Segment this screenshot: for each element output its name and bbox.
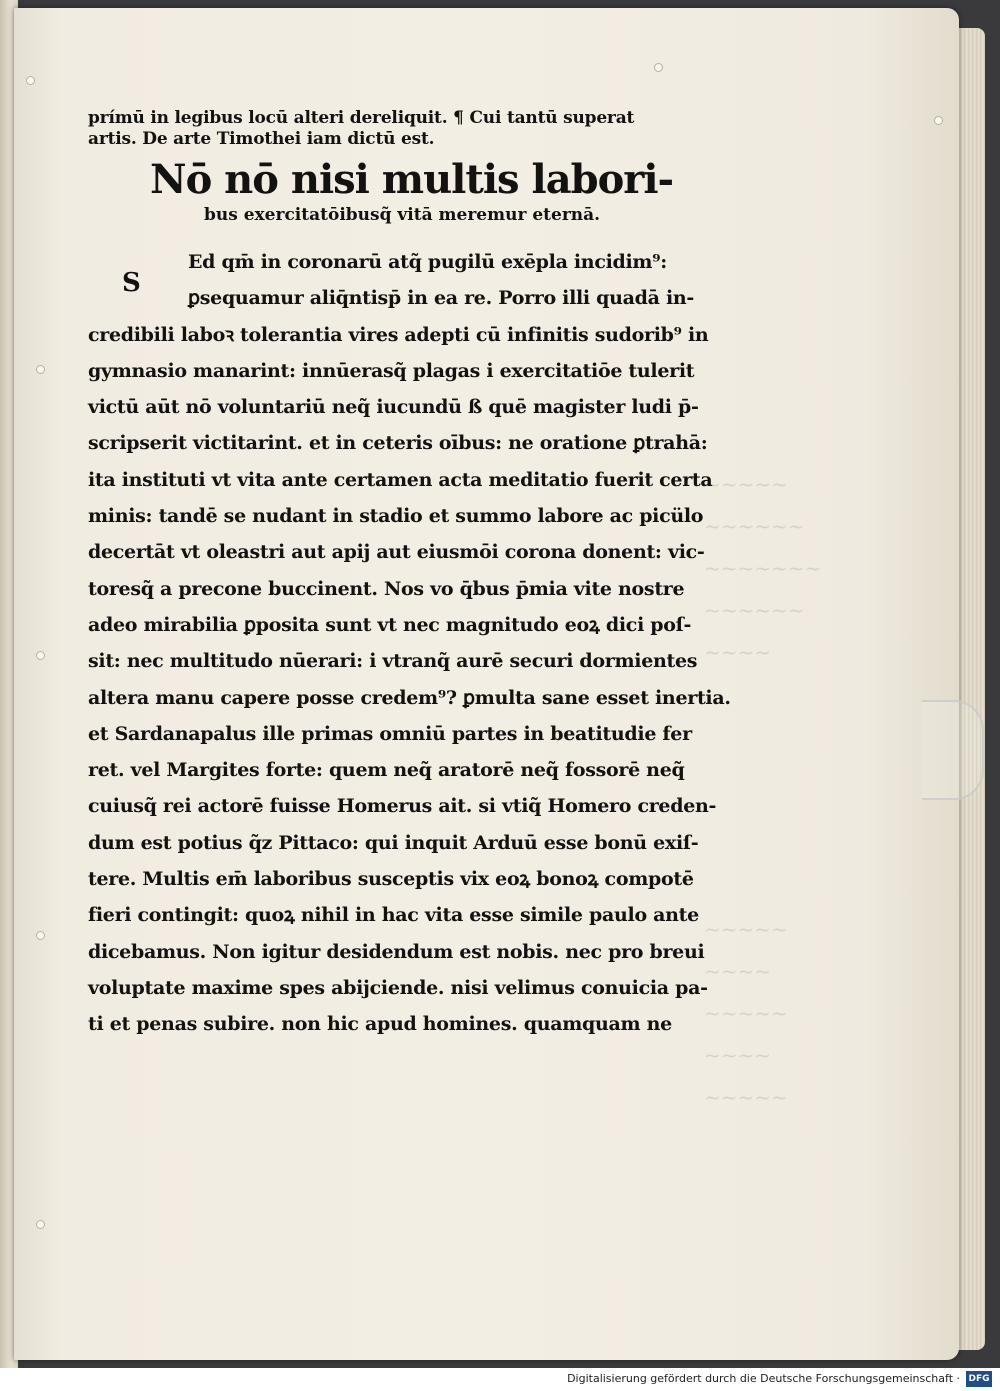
text-line: dicebamus. Non igitur desidendum est nobis. nec pro breui <box>88 940 705 963</box>
text-line: prímū in legibus locū alteri dereliquit. ¶ Cui tantū superat <box>88 108 635 128</box>
text-line: ret. vel Margites forte: quem neq̃ aratorē neq̃ fossorē neq̃ <box>88 759 685 782</box>
page-hole <box>36 651 45 660</box>
text-line: credibili laboꝛ tolerantia vires adepti cū infinitis sudorib⁹ in <box>88 323 709 346</box>
page-hole <box>26 76 35 85</box>
scanner-clip <box>922 700 984 800</box>
text-line: cuiusq̃ rei actorē fuisse Homerus ait. si vtiq̃ Homero creden- <box>88 795 717 818</box>
page-hole <box>934 116 943 125</box>
printed-text-block <box>88 108 731 1043</box>
text-line: ita instituti vt vita ante certamen acta meditatio fuerit certa <box>88 468 713 491</box>
text-line: tere. Multis em̄ laboribus susceptis vix eoꝝ bonoꝝ compotē <box>88 868 694 891</box>
text-line: adeo mirabilia ꝑposita sunt vt nec magnitudo eoꝝ dici poſ- <box>88 613 692 636</box>
funding-credit: Digitalisierung gefördert durch die Deutsche Forschungsgemeinschaft · <box>567 1372 960 1385</box>
text-line: gymnasio manarint: innūerasq̃ plagas i exercitatiōe tulerit <box>88 359 695 382</box>
section-heading: Nō nō nisi multis labori- <box>150 156 674 203</box>
text-line: ti et penas subire. non hic apud homines. quamquam ne <box>88 1013 672 1036</box>
footer-bar <box>0 1368 1000 1391</box>
text-line: toresq̃ a precone buccinent. Nos vo q̄bus p̄mia vite nostre <box>88 577 685 600</box>
body-text <box>88 244 731 1043</box>
text-line: scripserit victitarint. et in ceteris oībus: ne oratione ꝑtrahā: <box>88 432 708 455</box>
text-line: victū aūt nō voluntariū neq̃ iucundū ß quē magister ludi p̄- <box>88 396 699 419</box>
page-hole <box>36 931 45 940</box>
page-hole <box>36 365 45 374</box>
dfg-logo: DFG <box>966 1371 992 1387</box>
bleed-through-marks-lower: ~~~~~ ~~~~ ~~~~~ ~~~~ ~~~~~ <box>704 917 788 1109</box>
text-line: sit: nec multitudo nūerari: i vtranq̃ aurē securi dormientes <box>88 650 698 673</box>
text-line: decertāt vt oleastri aut apij aut eiusmōi corona donent: vic- <box>88 541 705 564</box>
text-line: fieri contingit: quoꝝ nihil in hac vita esse simile paulo ante <box>88 904 699 927</box>
page-hole <box>654 63 663 72</box>
text-line: minis: tandē se nudant in stadio et summo labore ac picülo <box>88 505 704 528</box>
page-hole <box>36 1220 45 1229</box>
text-line: Ed qm̄ in coronarū atq̃ pugilū exēpla incidim⁹: <box>188 251 667 273</box>
text-line: altera manu capere posse credem⁹? ꝑmulta sane esset inertia. <box>88 686 731 709</box>
bleed-through-marks: ~~~~~ ~~~~~~ ~~~~~~~ ~~~~~~ ~~~~ <box>704 472 822 664</box>
text-line: voluptate maxime spes abijciende. nisi velimus conuicia pa- <box>88 976 708 999</box>
text-line: ꝑsequamur aliq̄ntisp̄ in ea re. Porro illi quadā in- <box>188 287 695 310</box>
section-heading-continuation: bus exercitatōibusq̃ vitā meremur eternā. <box>204 205 601 225</box>
text-line: et Sardanapalus ille primas omniū partes in beatitudie fer <box>88 722 692 745</box>
guide-letter: S <box>122 268 141 298</box>
text-line: dum est potius q̃z Pittaco: qui inquit Arduū esse bonū exiſ- <box>88 831 699 854</box>
text-line: artis. De arte Timothei iam dictū est. <box>88 129 435 149</box>
